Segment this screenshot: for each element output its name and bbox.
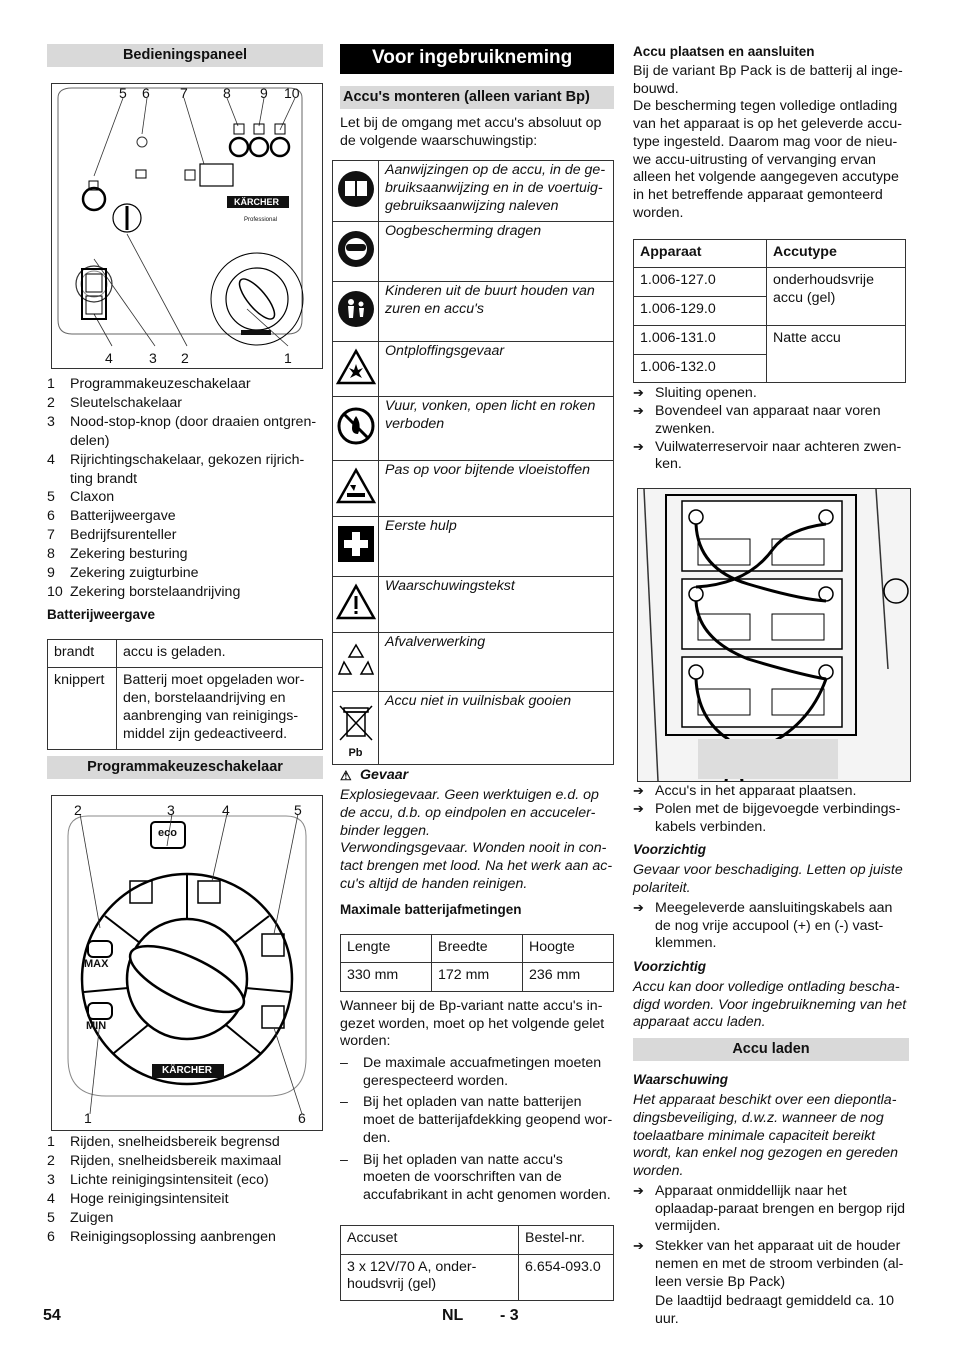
install-text-2: De bescherming tegen volledige ontlading van het apparaat is op het geleverde accu-type ingesteld. Daarom mag voor de nieu-we accu-uitrusting of vervanging ervan alleen het volgende aangegeven accutype in het betreffende apparaat gemonteerd worden.: [633, 98, 902, 221]
control-panel-drawing: [52, 84, 322, 368]
intro-text: Let bij de omgang met accu's absoluut op de volgende waarschuwingstip:: [340, 114, 602, 149]
table-row: knippert Batterij moet opgeladen wor-den, borstelaandrijving en aanbrenging van reinigings-middel zijn gedeactiveerd.: [48, 668, 323, 750]
table-row: Apparaat Accutype: [634, 239, 906, 268]
list-item: 10 Zekering borstelaandrijving: [47, 583, 241, 600]
battery-table: [47, 639, 323, 751]
table-row: 330 mm 172 mm 236 mm: [341, 963, 614, 992]
warning-heading: Waarschuwing: [633, 1072, 729, 1088]
dial-brand: KÄRCHER: [162, 1065, 212, 1077]
list-item: 7 Bedrijfsurenteller: [47, 527, 177, 544]
steps-place: [633, 783, 910, 836]
list-item: 2 Sleutelschakelaar: [47, 395, 182, 411]
list-item: ➔ Bovendeel van apparaat naar voren zwenken.: [633, 403, 881, 437]
arrow-icon: ➔: [633, 1182, 644, 1198]
program-legend: [47, 1133, 323, 1246]
panel-legend: [47, 375, 323, 602]
warning-icon: ⚠: [340, 768, 352, 784]
charge-time: De laadtijd bedraagt gemiddeld ca. 10 uur.: [655, 1293, 894, 1328]
list-item: 5 Claxon: [47, 489, 115, 506]
dial-max-label: MAX: [84, 958, 109, 971]
caution-heading-2: Voorzichtig: [633, 959, 706, 974]
table-row: Accuset Bestel-nr.: [341, 1225, 614, 1254]
children-icon: [336, 289, 376, 329]
left-column: [47, 44, 323, 1247]
manual-icon: [336, 169, 376, 209]
program-heading: Programmakeuzeschakelaar: [47, 756, 323, 779]
control-panel-figure: 5 6 7 8 9 10 4 3 2 1 KÄRCHER Professional: [51, 83, 323, 369]
panel-heading: Bedieningspaneel: [47, 44, 323, 67]
table-row: Ontploffingsgevaar: [333, 342, 614, 397]
page-number: 54: [43, 1307, 61, 1324]
list-item: 3 Nood-stop-knop (door draaien ontgren-delen): [47, 413, 317, 449]
explosion-icon: [336, 348, 376, 386]
arrow-icon: ➔: [633, 385, 644, 401]
danger-text-1: Explosiegevaar. Geen werktuigen e.d. op de accu, d.b. op eindpolen en accuceler-binder leggen.: [340, 787, 599, 839]
caution-heading-1: Voorzichtig: [633, 842, 706, 858]
install-text-1: Bij de variant Bp Pack is de batterij al inge-bouwd.: [633, 62, 903, 97]
steps-charge: [633, 1183, 910, 1292]
list-item: 8 Zekering besturing: [47, 546, 188, 562]
table-row: Kinderen uit de buurt houden van zuren en accu's: [333, 282, 614, 342]
no-fire-icon: [336, 406, 376, 446]
table-row: Eerste hulp: [333, 517, 614, 577]
table-row: Afvalverwerking: [333, 633, 614, 692]
list-item: – Bij het opladen van natte accu's moeten de voorschriften van de accufabrikant in acht genomen worden.: [340, 1151, 611, 1204]
list-item: 1 Programmakeuzeschakelaar: [47, 376, 251, 393]
arrow-icon: ➔: [633, 438, 644, 454]
table-row: Oogbescherming dragen: [333, 222, 614, 282]
list-item: 1 Rijden, snelheidsbereik begrensd: [47, 1134, 280, 1151]
warning-text: Het apparaat beschikt over een diepontla-dingsbeveiliging, d.w.z. wanneer de nog toelaatbare minimale capaciteit bereikt wordt, kan enkel nog gezogen en gereden worden.: [633, 1092, 899, 1180]
goggles-icon: [336, 229, 376, 269]
right-column: [633, 44, 910, 1329]
table-row: Pb Accu niet in vuilnisbak gooien: [333, 692, 614, 765]
table-row: Vuur, vonken, open licht en roken verboden: [333, 397, 614, 461]
list-item: ➔ Vuilwaterreservoir naar achteren zwen-ken.: [633, 438, 902, 473]
table-row: Waarschuwingstekst: [333, 577, 614, 633]
table-row: 3 x 12V/70 A, onder-houdsvrij (gel) 6.654-093.0: [341, 1254, 614, 1301]
list-item: ➔ Polen met de bijgevoegde verbindings-kabels verbinden.: [633, 800, 901, 835]
section-subtitle: Accu's monteren (alleen variant Bp): [340, 86, 614, 109]
list-item: 4 Rijrichtingschakelaar, gekozen rijrich-ting brandt: [47, 451, 305, 487]
battery-heading: Batterijweergave: [47, 606, 156, 622]
dims-heading: Maximale batterijafmetingen: [340, 901, 522, 917]
list-item: – Bij het opladen van natte batterijen moet de batterijafdekking geopend wor-den.: [340, 1094, 613, 1146]
danger-text-2: Verwondingsgevaar. Wonden nooit in con-tact brengen met lood. Na het werk aan ac-cu's altijd de handen reinigen.: [340, 840, 613, 892]
no-bin-icon: [336, 700, 376, 752]
table-row: Aanwijzingen op de accu, in de ge-bruiksaanwijzing en in de voertuig-gebruiksaanwijzing naleven: [333, 161, 614, 222]
table-row: 1.006-132.0: [634, 354, 906, 383]
dial-eco-label: eco: [158, 827, 177, 840]
list-item: ➔ Accu's in het apparaat plaatsen.: [633, 783, 857, 800]
bin-label: Pb: [348, 746, 363, 759]
panel-professional: Professional: [244, 217, 278, 224]
table-row: 1.006-129.0: [634, 297, 906, 326]
warning-icon: [336, 583, 376, 621]
section-title: Voor ingebruikneming: [340, 44, 614, 74]
language-code: NL: [442, 1307, 464, 1324]
panel-brand: KÄRCHER: [234, 197, 279, 208]
table-row: 1.006-127.0 onderhoudsvrije accu (gel): [634, 268, 906, 297]
steps-open: [633, 385, 910, 474]
list-item: ➔ Sluiting openen.: [633, 385, 757, 402]
dims-table: [340, 934, 614, 993]
steps-clamp: [633, 900, 910, 953]
battery-set-table: [340, 1225, 614, 1301]
battery-compartment-drawing: [638, 489, 910, 781]
table-row: 1.006-131.0 Natte accu: [634, 325, 906, 354]
program-dial-figure: 2 3 4 5 1 6 eco MAX MIN KÄRCHER: [51, 795, 323, 1131]
caution-text-1: Gevaar voor beschadiging. Letten op juiste polariteit.: [633, 862, 903, 896]
table-row: Pas op voor bijtende vloeistoffen: [333, 461, 614, 517]
arrow-icon: ➔: [633, 800, 644, 816]
list-item: ➔ Apparaat onmiddellijk naar het oplaadap-paraat brengen en bergop rijd vermijden.: [633, 1182, 906, 1235]
arrow-icon: ➔: [633, 783, 644, 799]
middle-column: [340, 44, 614, 1301]
caution-text-2: Accu kan door volledige ontlading bescha-digd worden. Voor ingebruikneming van het apparaat accu laden.: [633, 978, 907, 1031]
arrow-icon: ➔: [633, 403, 644, 419]
first-aid-icon: [336, 524, 376, 564]
dial-min-label: MIN: [86, 1020, 107, 1033]
table-row: Lengte Breedte Hoogte: [341, 934, 614, 963]
list-item: 5 Zuigen: [47, 1209, 114, 1226]
wet-battery-list: [340, 1055, 614, 1205]
list-item: 3 Lichte reinigingsintensiteit (eco): [47, 1172, 269, 1189]
list-item: – De maximale accuafmetingen moeten gerespecteerd worden.: [340, 1054, 602, 1089]
list-item: 2 Rijden, snelheidsbereik maximaal: [47, 1153, 282, 1170]
recycle-icon: [336, 640, 376, 680]
install-heading: Accu plaatsen en aansluiten: [633, 44, 815, 59]
list-item: 9 Zekering zuigturbine: [47, 564, 199, 581]
arrow-icon: ➔: [633, 1238, 644, 1254]
list-item: 6 Reinigingsoplossing aanbrengen: [47, 1228, 276, 1245]
page-suffix: - 3: [500, 1307, 519, 1324]
list-item: ➔ Stekker van het apparaat uit de houder nemen en met de stroom verbinden (al-leen versie Bp Pack): [633, 1238, 904, 1290]
charge-heading: Accu laden: [633, 1038, 909, 1061]
list-item: ➔ Meegeleverde aansluitingskabels aan de nog vrije accupool (+) en (-) vast-klemmen.: [633, 899, 893, 952]
warning-table: [332, 160, 614, 765]
danger-heading: ⚠ Gevaar: [340, 767, 409, 784]
battery-type-table: [633, 239, 906, 384]
table-row: brandt accu is geladen.: [48, 639, 323, 668]
arrow-icon: ➔: [633, 899, 644, 915]
wet-battery-intro: Wanneer bij de Bp-variant natte accu's in-gezet worden, moet op het volgende gelet worden:: [340, 998, 605, 1050]
battery-compartment-figure: [637, 488, 911, 782]
corrosive-icon: [336, 467, 376, 505]
list-item: 6 Batterijweergave: [47, 508, 176, 525]
list-item: 4 Hoge reinigingsintensiteit: [47, 1191, 229, 1207]
